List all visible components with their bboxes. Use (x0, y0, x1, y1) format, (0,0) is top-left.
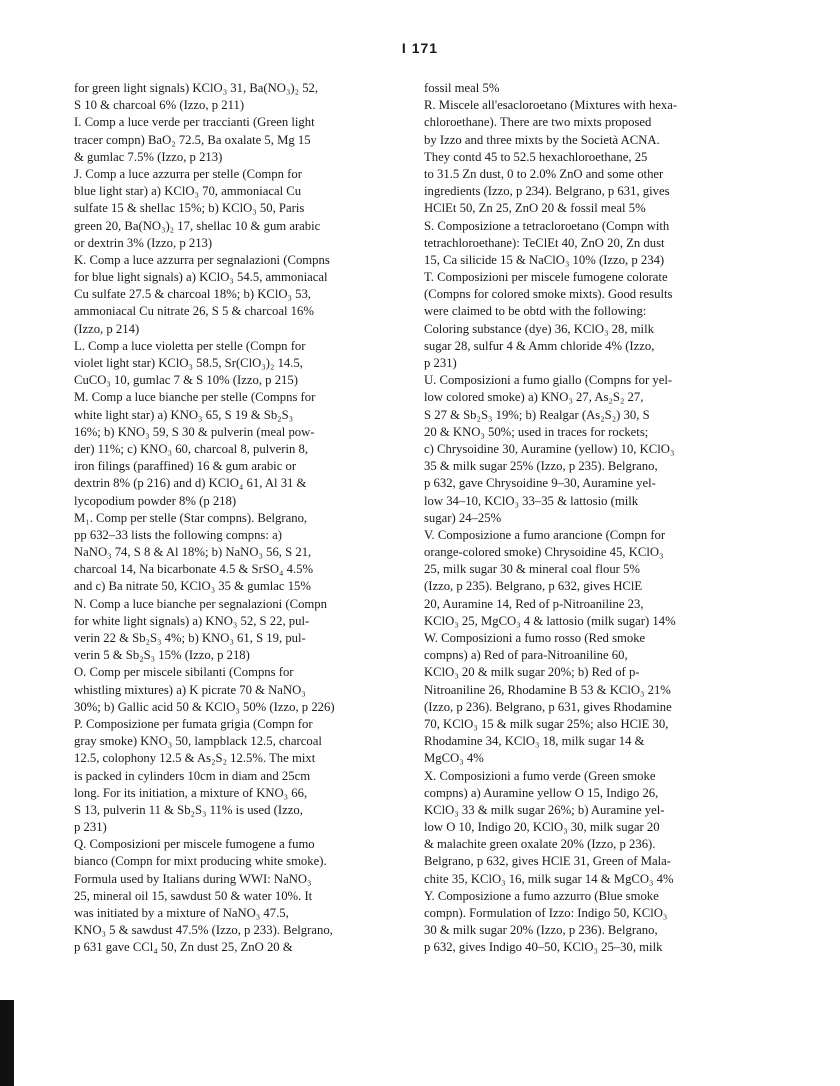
text-line: pp 632–33 lists the following compns: a) (74, 527, 282, 542)
text-line: ammoniacal Cu nitrate 26, S 5 & charcoal 16% (74, 304, 314, 319)
text-line: T. Composizioni per miscele fumogene colorate (424, 270, 668, 285)
text-line: p 632, gives Indigo 40–50, KClO₃ 25–30, milk (424, 940, 663, 955)
text-line: compn). Formulation of Izzo: Indigo 50, KClO₃ (424, 906, 668, 920)
text-line: blue light star) a) KClO₃ 70, ammoniacal Cu (74, 184, 302, 199)
text-line: fossil meal 5% (424, 81, 500, 95)
text-line: Rhodamine 34, KClO₃ 18, milk sugar 14 & (424, 734, 645, 749)
text-line: KClO₃ 33 & milk sugar 26%; b) Auramine yel- (424, 802, 665, 817)
text-line: L. Comp a luce violetta per stelle (Compn for (74, 338, 306, 353)
text-line: violet light star) KClO₃ 58.5, Sr(ClO₃)₂ 14.5, (74, 356, 303, 370)
text-line: white light star) a) KNO₃ 65, S 19 & Sb₂S₃ (74, 407, 294, 422)
text-line: is packed in cylinders 10cm in diam and 25cm (74, 768, 311, 783)
text-line: & malachite green oxalate 20% (Izzo, p 236). (424, 837, 656, 852)
text-line: or dextrin 3% (Izzo, p 213) (74, 235, 213, 250)
text-line: dextrin 8% (p 216) and d) KClO₄ 61, Al 31 & (74, 476, 307, 491)
text-line: verin 22 & Sb₂S₃ 4%; b) KNO₃ 61, S 19, pul- (74, 631, 306, 645)
text-line: Coloring substance (dye) 36, KClO₃ 28, milk (424, 321, 654, 336)
text-line: Cu sulfate 27.5 & charcoal 18%; b) KClO₃ 53, (74, 287, 311, 302)
text-line: p 632, gave Chrysoidine 9–30, Auramine yel- (424, 476, 656, 491)
text-line: long. For its initiation, a mixture of KNO₃ 66, (74, 785, 308, 800)
text-line: were claimed to be obtd with the following: (424, 304, 647, 319)
right-column (424, 80, 744, 957)
text-line: 12.5, colophony 12.5 & As₂S₂ 12.5%. The mixt (74, 751, 316, 766)
text-line: 35 & milk sugar 25% (Izzo, p 235). Belgrano, (424, 459, 658, 474)
text-line: J. Comp a luce azzurra per stelle (Compn for (74, 166, 302, 181)
text-line: 25, milk sugar 30 & mineral coal flour 5% (424, 562, 640, 577)
text-line: was initiated by a mixture of NaNO₃ 47.5, (74, 906, 289, 920)
text-line: P. Composizione per fumata grigia (Compn for (74, 716, 313, 731)
text-line: green 20, Ba(NO₃)₂ 17, shellac 10 & gum arabic (74, 218, 321, 233)
text-line: 20, Auramine 14, Red of p-Nitroaniline 23, (424, 596, 644, 611)
text-line: der) 11%; c) KNO₃ 60, charcoal 8, pulverin 8, (74, 441, 309, 456)
text-line: X. Composizioni a fumo verde (Green smoke (424, 768, 656, 783)
text-line: KClO₃ 25, MgCO₃ 4 & lattosio (milk sugar) 14% (424, 613, 676, 628)
text-line: U. Composizioni a fumo giallo (Compns for yel- (424, 373, 673, 388)
text-line: K. Comp a luce azzurra per segnalazioni (Compns (74, 252, 330, 267)
text-line: by Izzo and three mixts by the Società ACNA. (424, 132, 660, 147)
text-line: whistling mixtures) a) K picrate 70 & NaNO₃ (74, 682, 306, 697)
text-line: R. Miscele all'esacloroetano (Mixtures with hexa- (424, 98, 678, 113)
text-line: compns) a) Auramine yellow O 15, Indigo 26, (424, 785, 659, 800)
text-line: & gumlac 7.5% (Izzo, p 213) (74, 149, 223, 164)
text-line: orange-colored smoke) Chrysoidine 45, KClO₃ (424, 545, 664, 560)
text-line: for blue light signals) a) KClO₃ 54.5, ammoniacal (74, 270, 328, 285)
text-line: 30%; b) Gallic acid 50 & KClO₃ 50% (Izzo, p 226) (74, 699, 335, 714)
text-line: M₁. Comp per stelle (Star compns). Belgrano, (74, 510, 308, 525)
text-line: bianco (Compn for mixt producing white smoke). (74, 854, 327, 869)
text-line: Belgrano, p 632, gives HClE 31, Green of Mala- (424, 854, 671, 869)
page-number: I 171 (401, 40, 439, 56)
text-line: sulfate 15 & shellac 15%; b) KClO₃ 50, Paris (74, 201, 305, 216)
left-column (74, 80, 394, 957)
text-line: tracer compn) BaO₂ 72.5, Ba oxalate 5, Mg 15 (74, 132, 311, 147)
text-line: p 631 gave CCl₄ 50, Zn dust 25, ZnO 20 & (74, 940, 293, 955)
text-line: lycopodium powder 8% (p 218) (74, 493, 237, 508)
text-line: sugar 28, sulfur 4 & Amm chloride 4% (Izzo, (424, 338, 655, 353)
text-line: I. Comp a luce verde per traccianti (Green light (74, 115, 315, 130)
text-line: compns) a) Red of para-Nitroaniline 60, (424, 648, 628, 663)
text-line: 20 & KNO₃ 50%; used in traces for rockets; (424, 424, 649, 439)
text-line: Y. Composizione a fumo azzurro (Blue smoke (424, 888, 659, 903)
text-line: NaNO₃ 74, S 8 & Al 18%; b) NaNO₃ 56, S 21, (74, 545, 312, 560)
text-line: low colored smoke) a) KNO₃ 27, As₂S₂ 27, (424, 390, 644, 405)
text-line: chloroethane). There are two mixts proposed (424, 115, 652, 130)
text-line: CuCO₃ 10, gumlac 7 & S 10% (Izzo, p 215) (74, 373, 298, 388)
text-line: 25, mineral oil 15, sawdust 50 & water 10%. It (74, 888, 313, 903)
text-line: chite 35, KClO₃ 16, milk sugar 14 & MgCO₃ 4% (424, 871, 674, 886)
text-line: tetrachloroethane): TeClEt 40, ZnO 20, Zn dust (424, 235, 665, 250)
text-line: p 231) (424, 356, 457, 370)
text-line: W. Composizioni a fumo rosso (Red smoke (424, 631, 646, 645)
text-line: Nitroaniline 26, Rhodamine B 53 & KClO₃ 21% (424, 682, 671, 697)
text-line: (Izzo, p 214) (74, 321, 140, 336)
text-line: c) Chrysoidine 30, Auramine (yellow) 10, KClO₃ (424, 441, 675, 456)
text-line: N. Comp a luce bianche per segnalazioni (Compn (74, 596, 327, 611)
text-line: 30 & milk sugar 20% (Izzo, p 236). Belgrano, (424, 923, 658, 938)
text-line: They contd 45 to 52.5 hexachloroethane, 25 (424, 149, 648, 164)
text-line: KClO₃ 20 & milk sugar 20%; b) Red of p- (424, 665, 640, 680)
text-line: to 31.5 Zn dust, 0 to 2.0% ZnO and some other (424, 166, 664, 181)
text-line: KNO₃ 5 & sawdust 47.5% (Izzo, p 233). Belgrano, (74, 923, 333, 938)
text-line: and c) Ba nitrate 50, KClO₃ 35 & gumlac 15% (74, 579, 311, 594)
text-line: 16%; b) KNO₃ 59, S 30 & pulverin (meal pow- (74, 424, 315, 439)
text-line: iron filings (paraffined) 16 & gum arabic or (74, 459, 297, 474)
text-line: (Compns for colored smoke mixts). Good results (424, 287, 673, 302)
text-line: sugar) 24–25% (424, 510, 502, 525)
text-line: Q. Composizioni per miscele fumogene a fumo (74, 837, 315, 852)
text-line: (Izzo, p 236). Belgrano, p 631, gives Rhodamine (424, 699, 672, 714)
text-line: S 13, pulverin 11 & Sb₂S₃ 11% is used (Izzo, (74, 802, 303, 817)
text-line: S 10 & charcoal 6% (Izzo, p 211) (74, 98, 245, 113)
text-line: verin 5 & Sb₂S₃ 15% (Izzo, p 218) (74, 648, 250, 663)
text-line: (Izzo, p 235). Belgrano, p 632, gives HClE (424, 579, 643, 594)
text-line: M. Comp a luce bianche per stelle (Compns for (74, 390, 316, 405)
binding-edge (0, 1000, 14, 1086)
text-line: O. Comp per miscele sibilanti (Compns for (74, 665, 294, 680)
text-line: S. Composizione a tetracloroetano (Compn with (424, 218, 670, 233)
text-line: 15, Ca silicide 15 & NaClO₃ 10% (Izzo, p 234) (424, 252, 665, 267)
text-line: low O 10, Indigo 20, KClO₃ 30, milk sugar 20 (424, 820, 660, 835)
text-line: low 34–10, KClO₃ 33–35 & lattosio (milk (424, 493, 639, 508)
text-line: gray smoke) KNO₃ 50, lampblack 12.5, charcoal (74, 734, 322, 749)
text-line: S 27 & Sb₂S₃ 19%; b) Realgar (As₂S₂) 30, S (424, 407, 650, 422)
text-line: charcoal 14, Na bicarbonate 4.5 & SrSO₄ 4.5% (74, 562, 314, 577)
text-line: for white light signals) a) KNO₃ 52, S 22, pul- (74, 613, 310, 628)
text-line: ingredients (Izzo, p 234). Belgrano, p 631, gives (424, 184, 670, 199)
text-line: 70, KClO₃ 15 & milk sugar 25%; also HClE 30, (424, 716, 669, 731)
text-line: for green light signals) KClO₃ 31, Ba(NO₃)₂ 52, (74, 81, 319, 95)
text-line: p 231) (74, 820, 107, 835)
text-line: MgCO₃ 4% (424, 751, 484, 766)
text-line: V. Composizione a fumo arancione (Compn for (424, 527, 666, 542)
text-line: HClEt 50, Zn 25, ZnO 20 & fossil meal 5% (424, 201, 646, 216)
text-line: Formula used by Italians during WWI: NaNO₃ (74, 871, 312, 886)
